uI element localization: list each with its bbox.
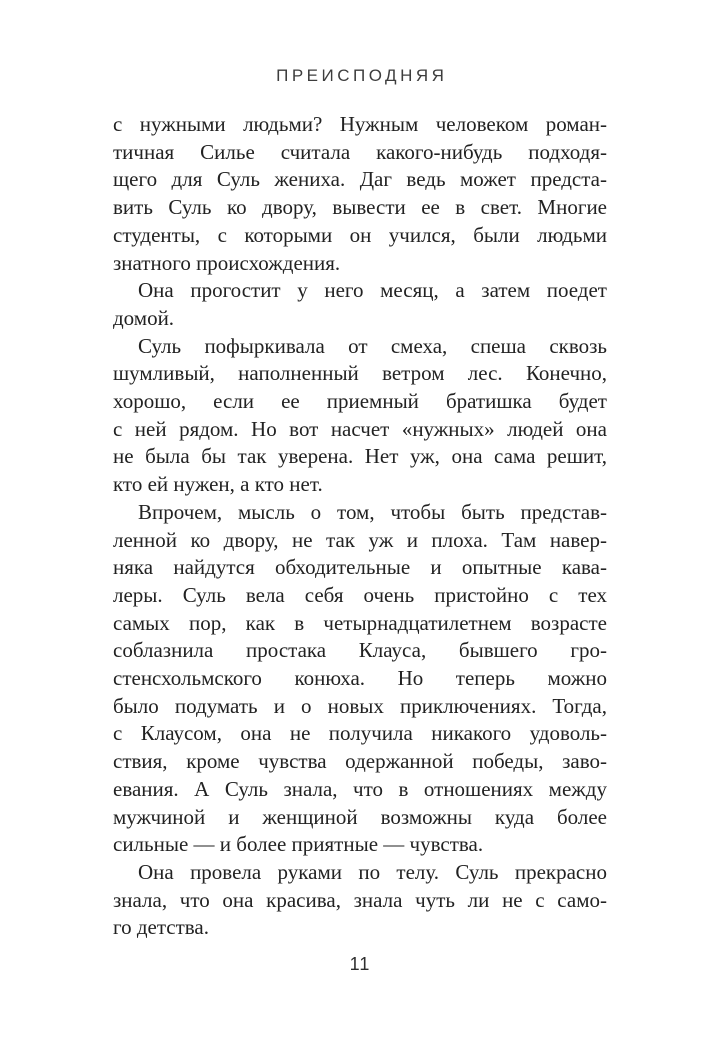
text-line: вить Суль ко двору, вывести ее в свет. Многие xyxy=(113,195,607,220)
paragraph xyxy=(113,277,607,332)
text-line: Она провела руками по телу. Суль прекрасно xyxy=(138,859,607,884)
text-line: студенты, с которыми он учился, были людьми xyxy=(113,222,607,247)
text-line: с ней рядом. Но вот насчет «нужных» людей она xyxy=(113,416,607,441)
text-line: сильные — и более приятные — чувства. xyxy=(113,832,484,857)
text-line: кто ей нужен, а кто нет. xyxy=(113,472,323,497)
text-line: тичная Силье считала какого-нибудь подходя- xyxy=(113,139,607,164)
page-number: 11 xyxy=(349,954,371,974)
text-line: не была бы так уверена. Нет уж, она сама решит, xyxy=(113,444,607,469)
text-line: знала, что она красива, знала чуть ли не с само- xyxy=(113,887,607,912)
text-line: Суль пофыркивала от смеха, спеша сквозь xyxy=(138,333,607,358)
text-block xyxy=(113,111,607,942)
paragraph xyxy=(113,859,607,942)
text-line: с Клаусом, она не получила никакого удоволь- xyxy=(113,721,607,746)
paragraph xyxy=(113,111,607,277)
text-line: ствия, кроме чувства одержанной победы, заво- xyxy=(113,749,607,774)
text-line: шумливый, наполненный ветром лес. Конечно, xyxy=(113,361,607,386)
text-line: няка найдутся обходительные и опытные кава- xyxy=(113,555,607,580)
text-line: самых пор, как в четырнадцатилетнем возрасте xyxy=(113,610,607,635)
text-line: домой. xyxy=(113,305,175,330)
text-line: мужчиной и женщиной возможны куда более xyxy=(113,804,607,829)
paragraph xyxy=(113,333,607,499)
text-line: соблазнила простака Клауса, бывшего гро- xyxy=(113,638,607,663)
running-header: ПРЕИСПОДНЯЯ xyxy=(276,66,448,85)
paragraph xyxy=(113,499,607,859)
text-line: стенсхольмского конюха. Но теперь можно xyxy=(113,666,607,691)
text-line: с нужными людьми? Нужным человеком роман- xyxy=(113,112,607,136)
text-line: Впрочем, мысль о том, чтобы быть представ- xyxy=(138,499,607,524)
text-line: знатного происхождения. xyxy=(113,250,341,275)
text-line: леры. Суль вела себя очень пристойно с тех xyxy=(113,582,607,607)
text-line: хорошо, если ее приемный братишка будет xyxy=(113,389,607,414)
text-line: было подумать и о новых приключениях. Тогда, xyxy=(113,693,607,718)
text-line: евания. А Суль знала, что в отношениях между xyxy=(113,776,607,801)
text-line: Она прогостит у него месяц, а затем поедет xyxy=(138,278,607,303)
text-line: щего для Суль жениха. Даг ведь может предста- xyxy=(113,167,607,192)
text-line: го детства. xyxy=(113,915,209,940)
text-line: ленной ко двору, не так уж и плоха. Там навер- xyxy=(113,527,607,552)
